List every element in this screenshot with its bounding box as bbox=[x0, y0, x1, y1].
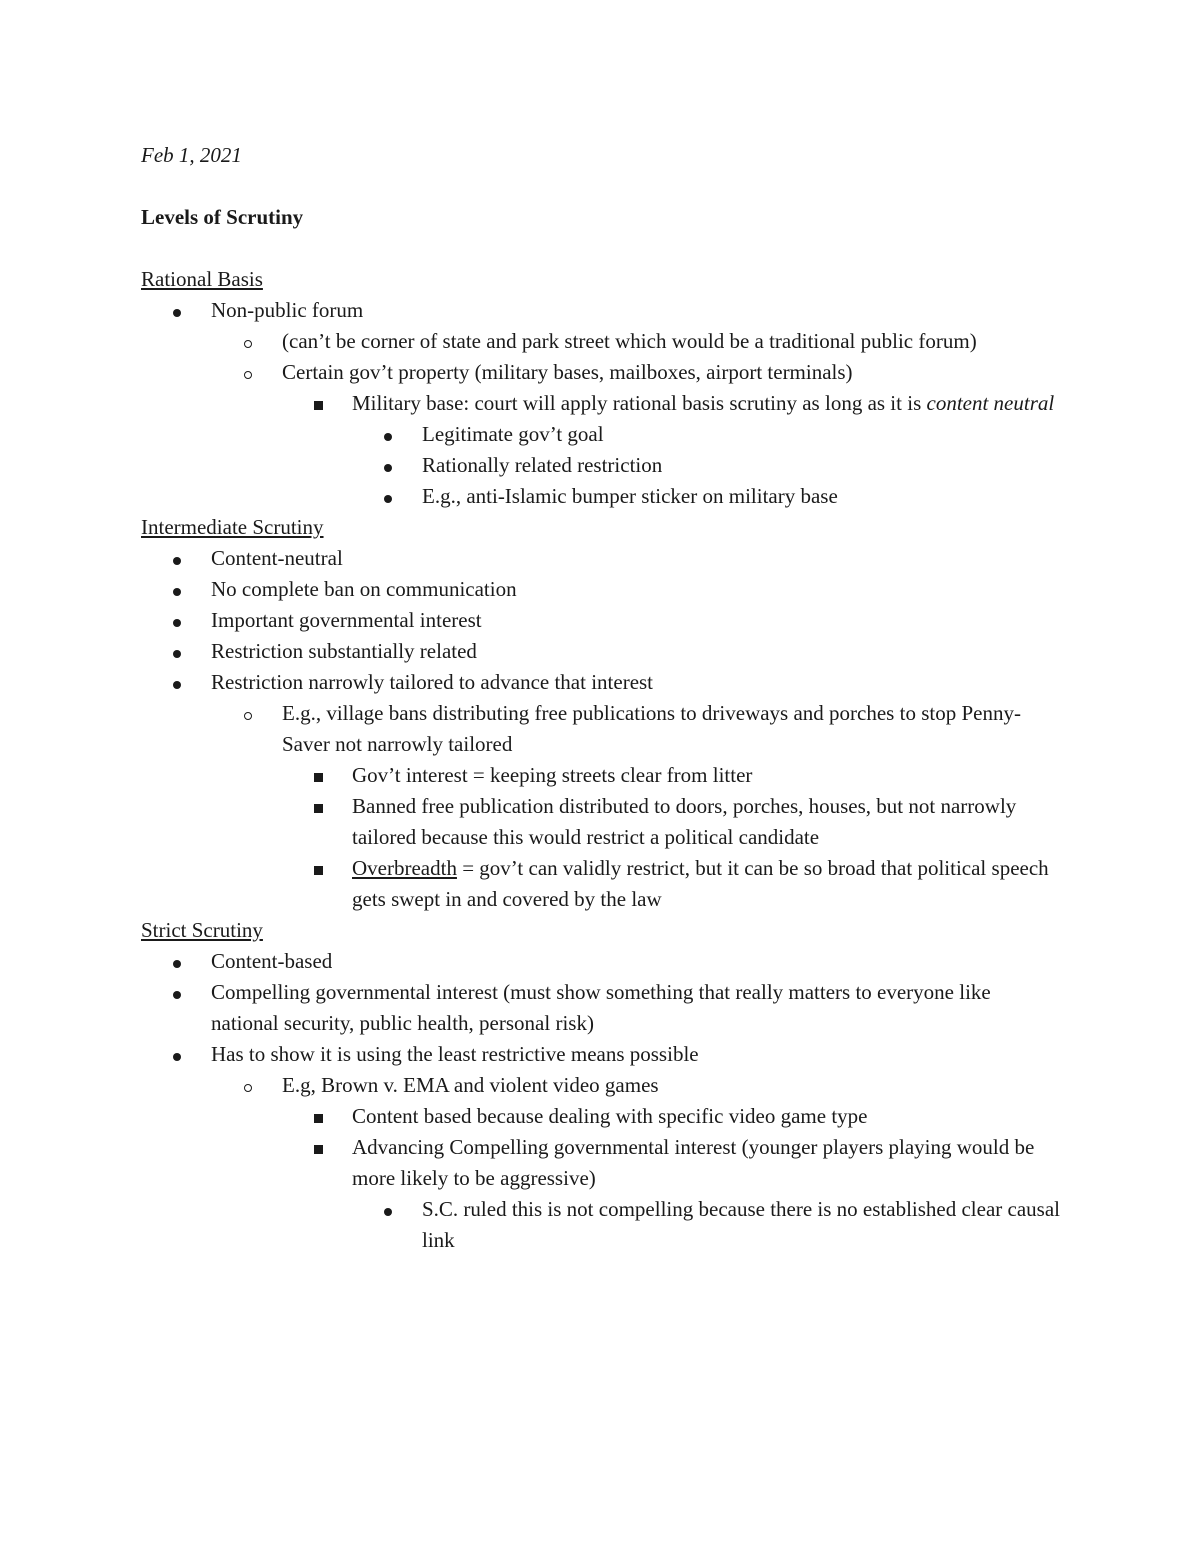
bullet-circle-icon bbox=[244, 1084, 252, 1092]
list-item: (can’t be corner of state and park street which would be a traditional public forum) bbox=[212, 326, 1061, 357]
list-item: Content based because dealing with specific video game type bbox=[282, 1101, 1061, 1132]
list-item: Banned free publication distributed to doors, porches, houses, but not narrowly tailored because this would restrict a political candidate bbox=[282, 791, 1061, 853]
section-heading-rational-basis: Rational Basis bbox=[141, 267, 263, 291]
list-item: Content-based bbox=[141, 946, 1061, 977]
document-page bbox=[141, 140, 1061, 1256]
list-item: E.g., anti-Islamic bumper sticker on military base bbox=[352, 481, 1061, 512]
bullet-disc-icon bbox=[173, 309, 181, 317]
section-heading-strict-scrutiny: Strict Scrutiny bbox=[141, 918, 263, 942]
list-item: Gov’t interest = keeping streets clear from litter bbox=[282, 760, 1061, 791]
list-item: Certain gov’t property (military bases, mailboxes, airport terminals) bbox=[212, 357, 1061, 388]
bullet-circle-icon bbox=[244, 371, 252, 379]
bullet-disc-icon bbox=[384, 433, 392, 441]
bullet-square-icon bbox=[314, 1145, 323, 1154]
bullet-disc-icon bbox=[173, 619, 181, 627]
list-item: Restriction narrowly tailored to advance that interest bbox=[141, 667, 1061, 698]
list-item: Advancing Compelling governmental interest (younger players playing would be more likely to be aggressive) bbox=[282, 1132, 1061, 1194]
bullet-disc-icon bbox=[384, 1208, 392, 1216]
bullet-disc-icon bbox=[384, 495, 392, 503]
list-item: Compelling governmental interest (must show something that really matters to everyone like national security, public health, personal risk) bbox=[141, 977, 1061, 1039]
document-date: Feb 1, 2021 bbox=[141, 143, 242, 167]
bullet-square-icon bbox=[314, 773, 323, 782]
bullet-disc-icon bbox=[173, 588, 181, 596]
bullet-disc-icon bbox=[173, 681, 181, 689]
bullet-disc-icon bbox=[173, 1053, 181, 1061]
list-item: S.C. ruled this is not compelling because there is no established clear causal link bbox=[352, 1194, 1061, 1256]
bullet-square-icon bbox=[314, 401, 323, 410]
list-item: Has to show it is using the least restrictive means possible bbox=[141, 1039, 1061, 1070]
document-title: Levels of Scrutiny bbox=[141, 205, 304, 229]
list-item: Military base: court will apply rational basis scrutiny as long as it is content neutral bbox=[282, 388, 1061, 419]
bullet-disc-icon bbox=[173, 991, 181, 999]
list-item: Rationally related restriction bbox=[352, 450, 1061, 481]
bullet-disc-icon bbox=[384, 464, 392, 472]
list-item: E.g, Brown v. EMA and violent video games bbox=[212, 1070, 1061, 1101]
bullet-disc-icon bbox=[173, 557, 181, 565]
list-item: E.g., village bans distributing free publications to driveways and porches to stop Penny-Saver not narrowly tailored bbox=[212, 698, 1061, 760]
list-item: Overbreadth = gov’t can validly restrict, but it can be so broad that political speech gets swept in and covered by the law bbox=[282, 853, 1061, 915]
bullet-square-icon bbox=[314, 804, 323, 813]
section-heading-intermediate-scrutiny: Intermediate Scrutiny bbox=[141, 515, 324, 539]
list-item: Important governmental interest bbox=[141, 605, 1061, 636]
bullet-disc-icon bbox=[173, 960, 181, 968]
bullet-circle-icon bbox=[244, 712, 252, 720]
list-item: Restriction substantially related bbox=[141, 636, 1061, 667]
bullet-disc-icon bbox=[173, 650, 181, 658]
list-item: No complete ban on communication bbox=[141, 574, 1061, 605]
bullet-circle-icon bbox=[244, 340, 252, 348]
bullet-square-icon bbox=[314, 866, 323, 875]
list-item: Legitimate gov’t goal bbox=[352, 419, 1061, 450]
list-item: Content-neutral bbox=[141, 543, 1061, 574]
bullet-square-icon bbox=[314, 1114, 323, 1123]
list-item: Non-public forum bbox=[141, 295, 1061, 326]
